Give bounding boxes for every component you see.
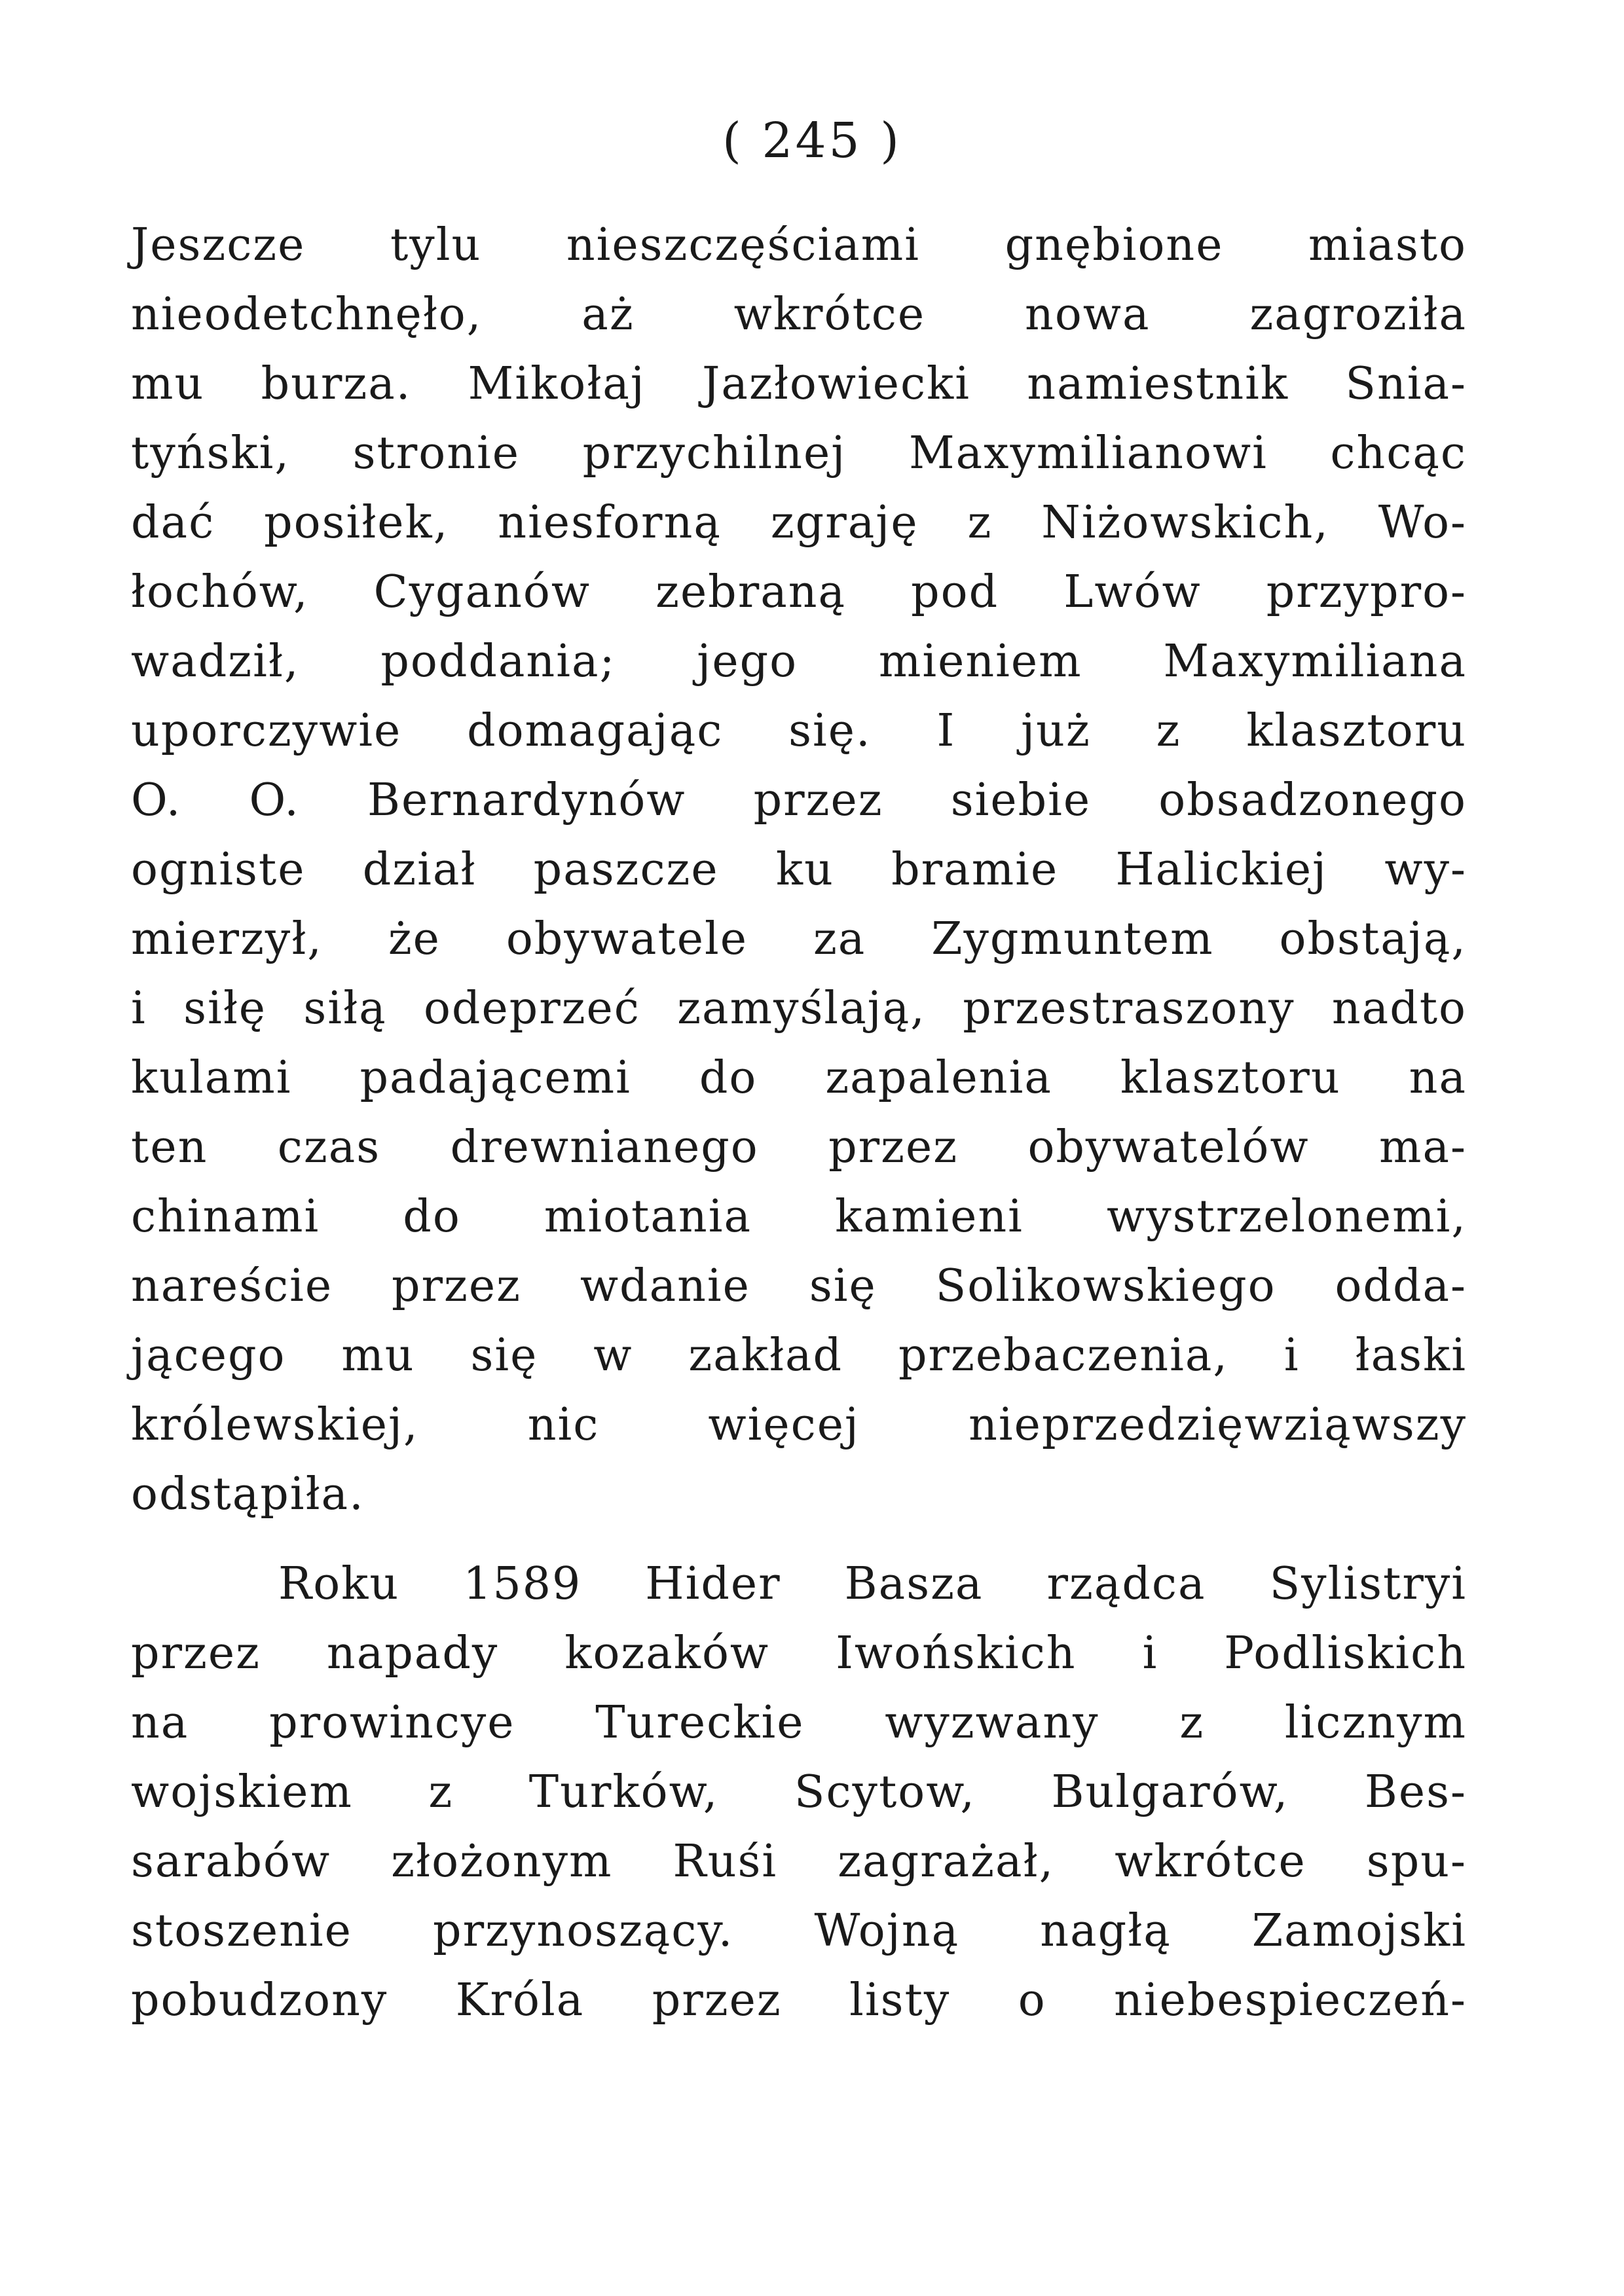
text-line: chinami do miotania kamieni wystrzelonemi,: [131, 1191, 1467, 1243]
text-line: łochów, Cyganów zebraną pod Lwów przypro-: [131, 566, 1467, 618]
text-line: odstąpiła.: [131, 1468, 365, 1520]
paragraph-2: [131, 1550, 1467, 2035]
text-line: tyński, stronie przychilnej Maxymilianowi chcąc: [131, 428, 1467, 479]
text-line: Roku 1589 Hider Basza rządca Sylistryi: [278, 1558, 1467, 1610]
text-line: uporczywie domagając się. I już z klasztoru: [131, 705, 1467, 757]
text-line: królewskiej, nic więcej nieprzedzięwziąwszy: [131, 1399, 1467, 1451]
text-line: nareście przez wdanie się Solikowskiego odda-: [131, 1260, 1467, 1312]
text-line: wojskiem z Turków, Scytow, Bulgarów, Bes-: [131, 1766, 1467, 1818]
text-line: stoszenie przynoszący. Wojną nagłą Zamojski: [131, 1905, 1467, 1957]
text-line: Jeszcze tylu nieszczęściami gnębione miasto: [131, 219, 1467, 271]
text-line: na prowincye Tureckie wyzwany z licznym: [131, 1697, 1467, 1749]
text-line: sarabów złożonym Ruśi zagrażał, wkrótce spu-: [131, 1836, 1467, 1887]
text-line: i siłę siłą odeprzeć zamyślają, przestraszony nadto: [131, 983, 1467, 1034]
text-line: pobudzony Króla przez listy o niebespieczeń-: [131, 1975, 1467, 2026]
text-line: wadził, poddania; jego mieniem Maxymiliana: [131, 636, 1467, 687]
text-line: mierzył, że obywatele za Zygmuntem obstają,: [131, 913, 1467, 965]
text-line: O. O. Bernardynów przez siebie obsadzonego: [131, 774, 1467, 826]
text-line: ten czas drewnianego przez obywatelów ma-: [131, 1121, 1467, 1173]
page-number: ( 245 ): [722, 113, 902, 169]
text-line: przez napady kozaków Iwońskich i Podliskich: [131, 1628, 1467, 1679]
text-line: nieodetchnęło, aż wkrótce nowa zagroziła: [131, 289, 1467, 340]
text-line: kulami padającemi do zapalenia klasztoru na: [131, 1052, 1467, 1104]
text-line: mu burza. Mikołaj Jazłowiecki namiestnik Snia-: [131, 358, 1467, 410]
paragraph-1: [131, 211, 1467, 1529]
text-line: ogniste dział paszcze ku bramie Halickiej wy-: [131, 844, 1467, 896]
text-line: dać posiłek, niesforną zgraję z Niżowskich, Wo-: [131, 497, 1467, 549]
text-line: jącego mu się w zakład przebaczenia, i łaski: [131, 1330, 1467, 1381]
